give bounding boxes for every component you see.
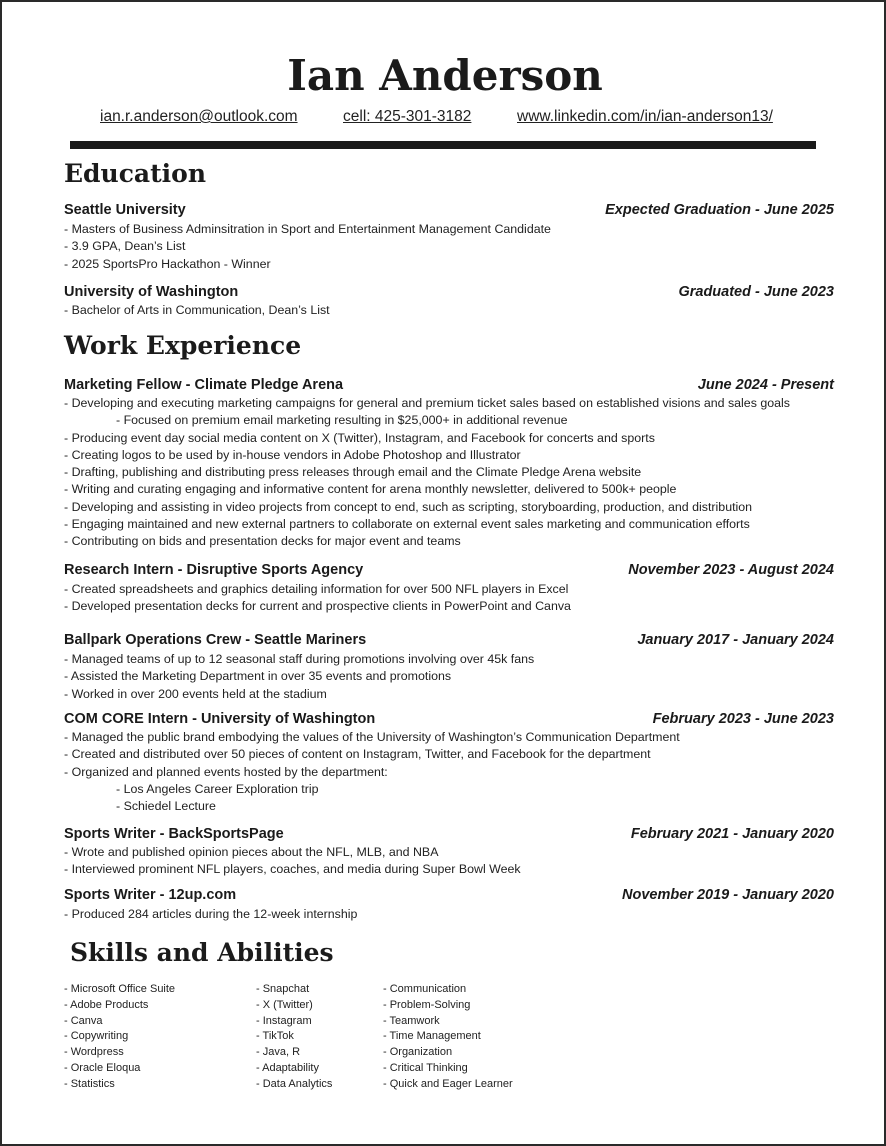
detail-bullet: - Developing and assisting in video projects from concept to end, such as scripting, storyboarding, production, and distribution [64,499,753,514]
job-date: February 2023 - June 2023 [652,711,834,727]
job-entry [64,632,834,652]
sub-bullet: - Los Angeles Career Exploration trip [116,781,319,796]
detail-bullet: - Developing and executing marketing campaigns for general and premium ticket sales based on established visions and sales goals [64,396,790,410]
education-date: Graduated - June 2023 [678,284,834,300]
skills-column [64,982,175,1093]
job-entry [64,562,834,582]
job-title: Research Intern - Disruptive Sports Agency [64,562,364,578]
school-name: University of Washington [64,284,239,300]
skill-item: - TikTok [256,1030,294,1043]
skill-item: - Copywriting [64,1030,129,1043]
job-title: Sports Writer - BackSportsPage [64,826,284,842]
skill-item: - Snapchat [256,983,310,995]
skill-item: - Data Analytics [256,1077,333,1090]
education-date: Expected Graduation - June 2025 [605,202,834,218]
detail-bullet: - Developed presentation decks for current and prospective clients in PowerPoint and Canva [64,599,571,614]
skill-item: - Microsoft Office Suite [64,983,176,995]
job-entry [64,887,834,907]
detail-bullet: - Engaging maintained and new external partners to collaborate on external event sales marketing and communication efforts [64,517,750,532]
school-name: Seattle University [64,202,186,218]
detail-bullet: - Interviewed prominent NFL players, coaches, and media during Super Bowl Week [64,862,521,877]
skill-item: - Quick and Eager Learner [383,1077,513,1090]
job-details [64,581,844,616]
education-details [64,302,844,319]
job-date: November 2023 - August 2024 [628,562,834,578]
work-experience-heading: Work Experience [64,331,302,360]
skill-item: - X (Twitter) [256,998,313,1011]
skill-item: - Critical Thinking [383,1061,468,1074]
skill-item: - Java, R [256,1046,301,1059]
detail-bullet: - Managed teams of up to 12 seasonal staff during promotions involving over 45k fans [64,652,535,666]
job-details [64,729,844,815]
job-title: COM CORE Intern - University of Washington [64,711,376,727]
skill-item: - Adaptability [256,1061,319,1074]
sub-bullet: - Focused on premium email marketing resulting in $25,000+ in additional revenue [116,413,568,428]
education-entry [64,284,834,304]
job-entry [64,377,834,397]
skill-item: - Problem-Solving [383,998,471,1011]
job-date: January 2017 - January 2024 [637,632,834,648]
skills-heading: Skills and Abilities [70,938,334,967]
contact-info [2,108,886,128]
skill-item: - Instagram [256,1014,312,1027]
candidate-name: Ian Anderson [287,51,603,100]
job-entry [64,826,834,846]
detail-bullet: - Writing and curating engaging and informative content for arena monthly newsletter, delivered to 500k+ people [64,482,677,497]
job-title: Sports Writer - 12up.com [64,887,237,903]
job-details [64,651,844,703]
detail-bullet: - Created spreadsheets and graphics detailing information for over 500 NFL players in Excel [64,582,569,596]
education-heading: Education [64,159,207,188]
skill-item: - Adobe Products [64,998,149,1011]
detail-bullet: - Producing event day social media content on X (Twitter), Instagram, and Facebook for concerts and sports [64,430,655,445]
detail-bullet: - Created and distributed over 50 pieces of content on Instagram, Twitter, and Facebook for the department [64,747,651,762]
header-divider [70,141,816,149]
phone-link[interactable]: cell: 425-301-3182 [343,108,472,125]
skill-item: - Teamwork [383,1014,440,1027]
skill-item: - Canva [64,1014,103,1027]
job-date: November 2019 - January 2020 [622,887,834,903]
detail-bullet: - Creating logos to be used by in-house vendors in Adobe Photoshop and Illustrator [64,447,521,462]
education-entry [64,202,834,222]
job-details [64,844,844,879]
job-date: February 2021 - January 2020 [630,826,834,842]
detail-bullet: - Organized and planned events hosted by the department: [64,764,388,779]
detail-bullet: - Assisted the Marketing Department in over 35 events and promotions [64,669,452,684]
detail-bullet: - 2025 SportsPro Hackathon - Winner [64,256,271,271]
detail-bullet: - Masters of Business Adminsitration in Sport and Entertainment Management Candidate [64,222,551,236]
detail-bullet: - 3.9 GPA, Dean’s List [64,239,186,254]
email-link[interactable]: ian.r.anderson@outlook.com [100,108,298,125]
job-title: Ballpark Operations Crew - Seattle Mariners [64,632,367,648]
skills-column [256,982,332,1093]
education-details [64,221,844,273]
linkedin-link[interactable]: www.linkedin.com/in/ian-anderson13/ [517,108,773,125]
skill-item: - Statistics [64,1077,115,1090]
skill-item: - Wordpress [64,1046,124,1059]
job-entry [64,711,834,731]
detail-bullet: - Worked in over 200 events held at the stadium [64,686,327,701]
skill-item: - Organization [383,1046,453,1059]
job-details [64,395,844,551]
detail-bullet: - Wrote and published opinion pieces about the NFL, MLB, and NBA [64,845,439,859]
job-title: Marketing Fellow - Climate Pledge Arena [64,377,344,393]
job-details [64,906,844,923]
detail-bullet: - Contributing on bids and presentation decks for major event and teams [64,534,461,549]
detail-bullet: - Managed the public brand embodying the values of the University of Washington’s Communication Department [64,730,680,744]
detail-bullet: - Drafting, publishing and distributing press releases through email and the Climate Pledge Arena website [64,465,642,480]
skill-item: - Oracle Eloqua [64,1061,141,1074]
skills-column [383,982,513,1093]
job-date: June 2024 - Present [697,377,834,393]
detail-bullet: - Produced 284 articles during the 12-week internship [64,907,358,921]
skill-item: - Communication [383,983,467,995]
skill-item: - Time Management [383,1030,481,1043]
sub-bullet: - Schiedel Lecture [116,799,216,814]
detail-bullet: - Bachelor of Arts in Communication, Dean’s List [64,303,330,317]
